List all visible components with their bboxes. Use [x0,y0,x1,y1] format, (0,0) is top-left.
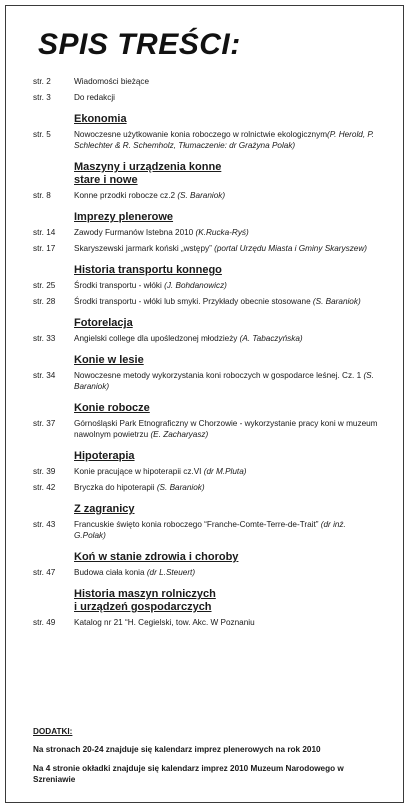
page-number: str. 17 [33,244,56,253]
entry-text [74,370,379,392]
page-number: str. 2 [33,77,51,86]
section-heading: Koń w stanie zdrowia i choroby [74,551,239,563]
entry-text [74,519,379,541]
page-number: str. 49 [33,618,56,627]
section-heading: Z zagranicy [74,503,135,515]
toc-entry [6,296,405,307]
article-author: (S. Baraniok) [74,371,374,391]
entry-text [74,617,379,628]
article-title: Zawody Furmanów Istebna 2010 [74,228,196,237]
entry-text [74,190,379,201]
article-title: Francuskie święto konia roboczego “Franche-Comte-Terre-de-Trait” [74,520,321,529]
article-author: (P. Herold, P. Schlechter & R. Schemholz, Tłumaczenie: dr Grażyna Polak) [74,130,375,150]
toc-entry [6,482,405,493]
entry-text [74,567,379,578]
article-author: (J. Bohdanowicz) [164,281,227,290]
page-number: str. 5 [33,130,51,139]
entry-text [74,418,379,440]
entry-text [74,92,379,103]
article-title: Budowa ciała konia [74,568,147,577]
entry-text [74,76,379,87]
toc-entry [6,190,405,201]
section-heading: Historia transportu konnego [74,264,222,276]
entry-text [74,333,379,344]
article-title: Konie pracujące w hipoterapii cz.VI [74,467,204,476]
toc-entry [6,227,405,238]
page-number: str. 28 [33,297,56,306]
entry-text [74,280,379,291]
toc-entry [6,92,405,103]
toc-entry [6,418,405,440]
page-number: str. 3 [33,93,51,102]
toc-frame [5,5,404,803]
addenda-heading: DODATKI: [33,727,73,736]
section-heading: Konie w lesie [74,354,144,366]
entry-text [74,296,379,307]
entry-text [74,466,379,477]
section-heading: Fotorelacja [74,317,133,329]
page-number: str. 8 [33,191,51,200]
article-author: (dr inż. G.Polak) [74,520,346,540]
page-number: str. 34 [33,371,56,380]
page-number: str. 47 [33,568,56,577]
page-number: str. 37 [33,419,56,428]
addenda [6,726,405,793]
section-heading: Hipoterapia [74,450,135,462]
toc-entry [6,129,405,151]
article-author: (S. Baraniok) [156,483,205,492]
toc-list [6,76,405,633]
toc-entry [6,617,405,628]
article-title: Bryczka do hipoterapii [74,483,157,492]
entry-text [74,227,379,238]
toc-entry [6,333,405,344]
article-author: (E. Zacharyasz) [150,430,209,439]
article-title: Angielski college dla upośledzonej młodzieży [74,334,240,343]
page-number: str. 39 [33,467,56,476]
article-author: (S. Baraniok) [312,297,361,306]
article-title: Wiadomości bieżące [74,77,150,86]
toc-entry [6,280,405,291]
toc-entry [6,519,405,541]
article-title: Górnośląski Park Etnograficzny w Chorzowie - wykorzystanie pracy koni w muzeum nawolnym powietrzu [74,419,378,439]
section-heading: Maszyny i urządzenia konne stare i nowe [74,161,222,186]
entry-text [74,129,379,151]
article-author: (portal Urzędu Miasta i Gminy Skaryszew) [214,244,367,253]
toc-entry [6,370,405,392]
section-heading: Konie robocze [74,402,150,414]
article-author: (dr M.Pluta) [203,467,247,476]
article-title: Nowoczesne metody wykorzystania koni roboczych w gospodarce leśnej. Cz. 1 [74,371,364,380]
page-number: str. 43 [33,520,56,529]
article-title: Konne przodki robocze cz.2 [74,191,178,200]
page-number: str. 42 [33,483,56,492]
page-title: SPIS TREŚCI: [38,28,241,61]
article-author: (dr L.Steuert) [146,568,196,577]
section-heading: Historia maszyn rolniczych i urządzeń gospodarczych [74,588,216,613]
page-number: str. 25 [33,281,56,290]
toc-entry [6,243,405,254]
section-heading: Ekonomia [74,113,127,125]
article-author: (A. Tabaczyńska) [239,334,303,343]
article-author: (K.Rucka-Ryś) [195,228,249,237]
entry-text [74,243,379,254]
article-title: Środki transportu - włóki [74,281,165,290]
entry-text [74,482,379,493]
article-title: Katalog nr 21 “H. Cegielski, tow. Akc. W Poznaniu [74,618,255,627]
article-title: Skaryszewski jarmark koński „wstępy” [74,244,215,253]
toc-entry [6,567,405,578]
section-heading: Imprezy plenerowe [74,211,174,223]
article-author: (S. Baraniok) [177,191,226,200]
article-title: Środki transportu - włóki lub smyki. Przykłady obecnie stosowane [74,297,313,306]
addenda-line: Na 4 stronie okładki znajduje się kalendarz imprez 2010 Muzeum Narodowego w Szreniawie [33,764,344,784]
addenda-line: Na stronach 20-24 znajduje się kalendarz imprez plenerowych na rok 2010 [33,745,321,754]
toc-entry [6,466,405,477]
page-number: str. 33 [33,334,56,343]
page-number: str. 14 [33,228,56,237]
article-title: Nowoczesne użytkowanie konia roboczego w rolnictwie ekologicznym [74,130,328,139]
toc-entry [6,76,405,87]
article-title: Do redakcji [74,93,115,102]
